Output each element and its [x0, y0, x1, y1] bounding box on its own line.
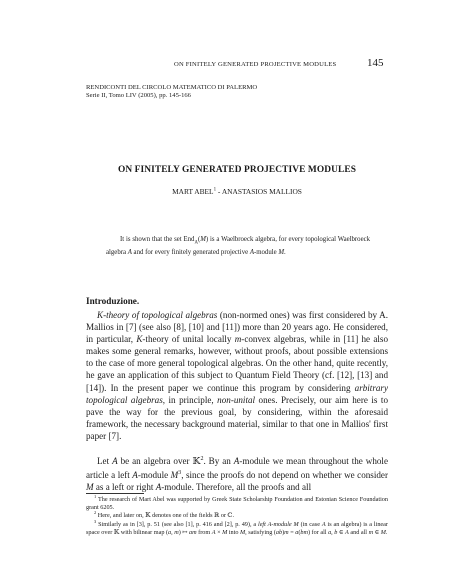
body-paragraph-2 — [86, 453, 388, 493]
footnote-3 — [86, 518, 388, 537]
abstract-math: M — [278, 248, 284, 256]
footnote-text: with bilinear map ( — [119, 528, 169, 536]
abstract-text: ) is a Waelbroeck algebra, for every topological Waelbroeck algebra — [106, 236, 371, 256]
footnote-math: A — [211, 528, 216, 536]
journal-info — [86, 84, 257, 100]
footnote-text: = — [288, 528, 296, 536]
running-head: ON FINITELY GENERATED PROJECTIVE MODULES — [174, 61, 337, 68]
body-math: m — [234, 334, 242, 345]
footnote-math: A — [321, 520, 326, 528]
footnote-mark-2: 2 — [200, 456, 204, 462]
paper-title: ON FINITELY GENERATED PROJECTIVE MODULES — [117, 165, 357, 175]
body-emphasis: non-unital — [217, 394, 256, 405]
body-math: K — [97, 310, 104, 320]
footnote-math: M — [240, 528, 246, 536]
footnote-text: ∈ — [373, 528, 381, 536]
footnote-text: (in case — [298, 520, 322, 528]
journal-name: RENDICONTI DEL CIRCOLO MATEMATICO DI PALERMO — [86, 84, 258, 91]
footnote-math: am — [189, 528, 197, 536]
body-emphasis: -theory of topological algebras — [103, 310, 218, 320]
footnote-math: M — [222, 528, 228, 536]
footnote-math: m — [284, 528, 289, 536]
footnote-text: ) ↦ — [178, 528, 190, 536]
abstract-text: It is shown that the set End — [120, 236, 195, 243]
body-math: 𝕂 — [192, 456, 201, 467]
abstract-text: . — [284, 248, 286, 256]
footnote-mark: 2 — [94, 510, 97, 516]
footnote-2 — [86, 512, 388, 520]
footnote-math: ab — [275, 528, 283, 536]
footnote-text: ) for all — [307, 528, 329, 536]
authors — [0, 187, 474, 196]
footnote-text: ) — [282, 528, 285, 536]
body-math: K — [136, 334, 143, 345]
author-separator: - — [216, 187, 222, 196]
page-number: 145 — [367, 57, 384, 69]
footnote-mark-3: 3 — [178, 470, 182, 477]
body-text: , in principle, — [162, 394, 218, 405]
footnote-emphasis: left A-module M — [257, 520, 299, 528]
body-math: M — [170, 470, 179, 481]
body-text: -convex algebras, while in [11] he also makes some general remarks, however, without proofs, about possible extensions to the case of more general topological algebras. On the other hand, quite recently, he gave an application of this subject to Quantum Field Theory (cf. [12], [13] and [14]). In the present paper we continue this program by considering — [86, 334, 388, 393]
body-math: A — [112, 456, 118, 467]
footnote-math: a — [295, 528, 299, 536]
abstract-math: A — [127, 248, 132, 256]
abstract — [106, 235, 370, 257]
body-text: -theory of unital locally — [142, 334, 235, 345]
footnote-text: ∈ — [337, 528, 346, 536]
footnote-mark-1: 1 — [213, 187, 217, 193]
footnote-text: × — [215, 528, 223, 536]
footnote-text: is an algebra) is a linear space over — [86, 520, 388, 536]
footnote-mark: 3 — [94, 518, 97, 524]
footnote-text: and all — [348, 528, 369, 536]
footnote-math: a, m — [168, 528, 179, 536]
footnote-math: 𝕂 — [113, 528, 120, 536]
footnote-1 — [86, 493, 388, 512]
body-emphasis: arbitrary topological algebras — [86, 382, 388, 405]
footnotes — [86, 493, 388, 537]
body-text: Let — [97, 456, 113, 467]
footnote-text: . — [385, 528, 388, 536]
footnote-text: , satisfying ( — [245, 528, 276, 536]
body-text: as a left or right — [93, 482, 156, 493]
journal-series: Serie II, Tomo LIV (2005), pp. 145-166 — [86, 92, 191, 99]
footnote-math: m — [368, 528, 374, 536]
footnote-math: ℝ — [214, 512, 220, 520]
body-math: A — [155, 482, 162, 493]
author-2: ANASTASIOS MALLIOS — [221, 187, 302, 196]
abstract-sub: A — [194, 240, 198, 246]
abstract-math: M — [200, 236, 206, 243]
footnote-math: a, b — [328, 528, 338, 536]
footnote-text: into — [227, 528, 240, 536]
footnote-math: M — [380, 528, 386, 536]
footnote-math: ℂ — [227, 512, 233, 520]
footnote-text: or — [219, 512, 228, 520]
footnote-text: Similarly as in [3], p. 51 (see also [1], p. 416 and [2], p. 49), a — [96, 520, 258, 528]
body-paragraph-1 — [86, 309, 388, 442]
footnote-text: . — [232, 512, 235, 520]
footnote-math: bm — [300, 528, 308, 536]
footnote-math: A — [345, 528, 349, 536]
body-math: A — [132, 470, 138, 481]
body-text: (non-normed ones) was first considered by A. Mallios in [7] (see also [8], [10] and [11]) more than 20 years ago. He considered, in particular, — [86, 310, 388, 345]
body-text: be an algebra over — [117, 456, 193, 467]
footnote-math: 𝕂 — [145, 512, 151, 520]
footnote-text: Here, and later on, — [96, 512, 146, 520]
section-title: Introduzione. — [86, 296, 140, 306]
body-text: -module. Therefore, all the proofs and all — [161, 482, 312, 493]
footnote-text: The research of Mart Abel was supported by Greek State Scholarship Foundation and Estonian Science Foundation grant 6205. — [86, 496, 388, 512]
body-text: , since the proofs do not depend on whether we consider — [181, 470, 388, 481]
abstract-math: A — [249, 248, 254, 256]
body-text: -module we mean throughout the whole article a left — [86, 456, 388, 481]
body-text: -module — [137, 470, 171, 481]
body-text: . By an — [203, 456, 234, 467]
body-math: M — [86, 482, 94, 493]
body-text: ones. Precisely, our aim here is to pave the way for the previous goal, by considering, within the aforesaid framework, the necessary background material, similar to that one in Mallios' first paper [7]. — [86, 394, 389, 441]
footnote-text: from — [196, 528, 212, 536]
abstract-text: ( — [197, 236, 201, 243]
footnote-text: denotes one of the fields — [150, 512, 215, 520]
author-1: MART ABEL — [172, 187, 214, 196]
footnote-text: ( — [298, 528, 301, 536]
footnote-mark: 1 — [94, 493, 97, 499]
body-math: A — [233, 456, 240, 467]
abstract-text: -module — [253, 248, 279, 256]
abstract-text: and for every finitely generated projective — [131, 248, 250, 256]
